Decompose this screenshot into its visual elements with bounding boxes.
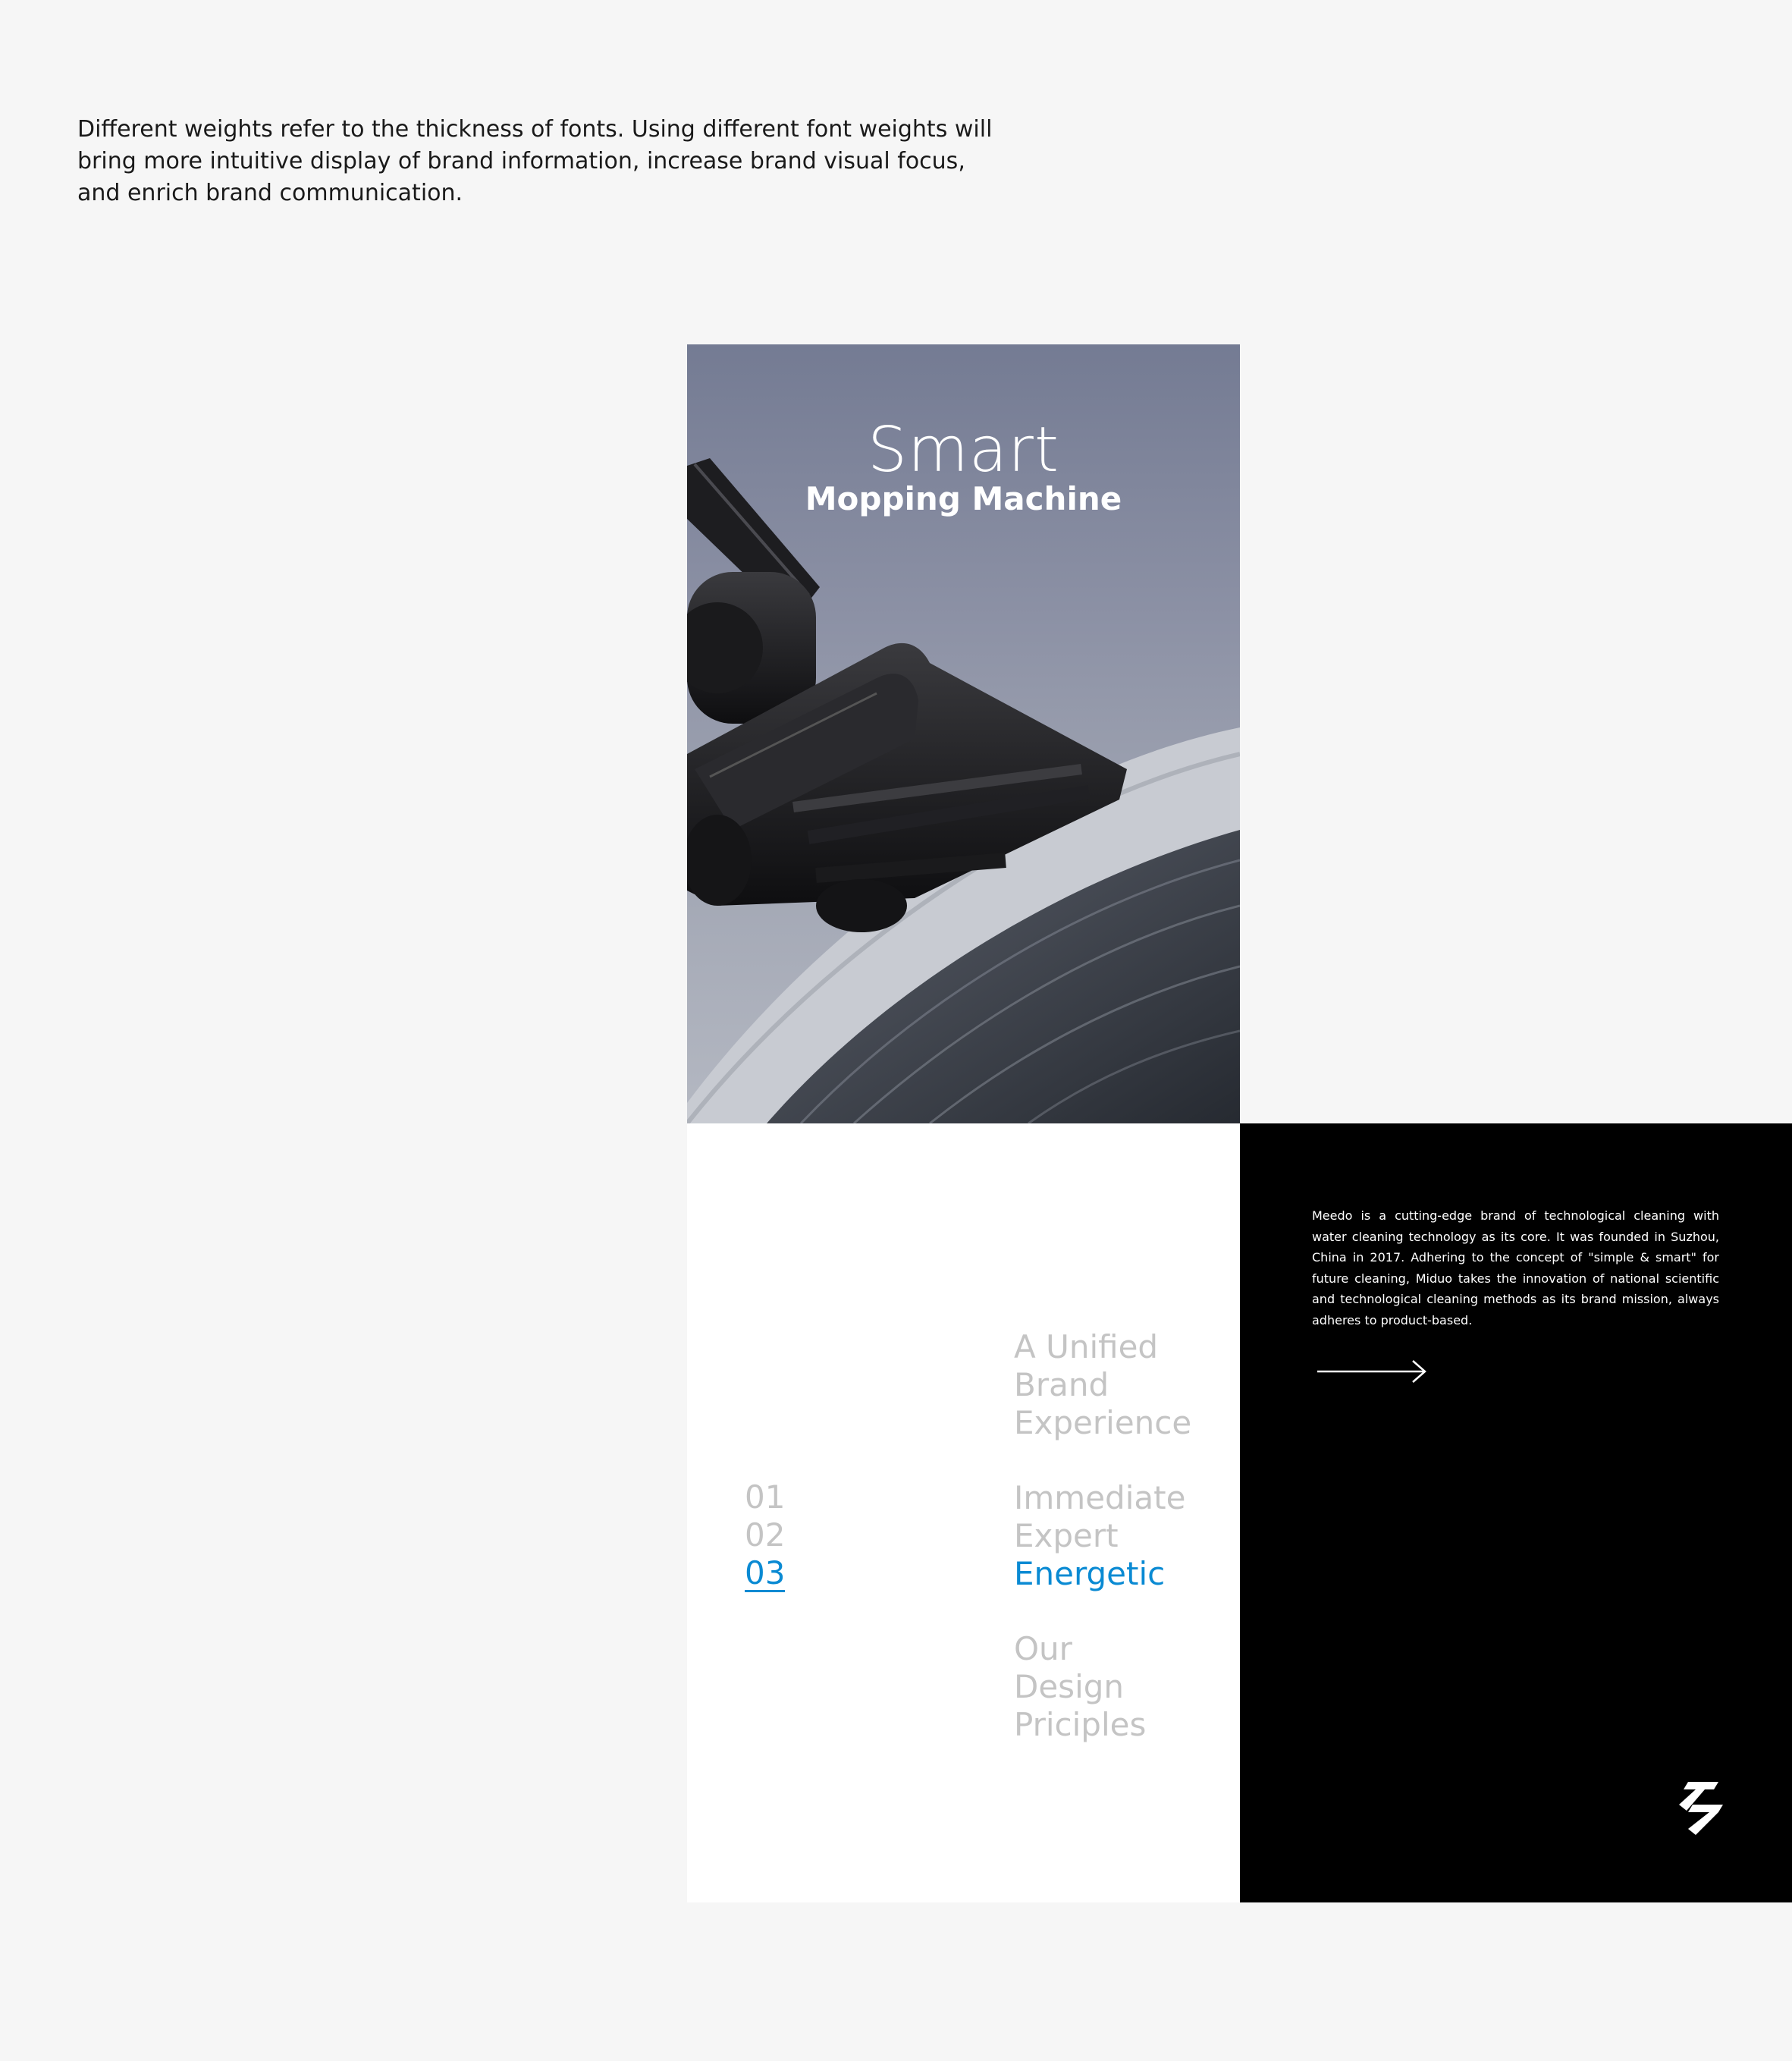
principles-panel	[687, 1123, 1240, 1902]
number-item-01[interactable]: 01	[745, 1478, 786, 1516]
intro-paragraph: Different weights refer to the thickness of fonts. Using different font weights will bring more intuitive display of brand information, increase brand visual focus, and enrich brand communication.	[77, 116, 993, 206]
word-item: Immediate	[1014, 1479, 1186, 1516]
word-list	[1014, 1328, 1191, 1781]
word-group	[1014, 1479, 1191, 1593]
word-item: Our	[1014, 1630, 1072, 1667]
word-item: Brand	[1014, 1366, 1109, 1403]
word-group	[1014, 1630, 1191, 1744]
hero-panel	[687, 344, 1240, 1123]
word-item: Priciples	[1014, 1706, 1147, 1743]
arrow-right-icon[interactable]	[1316, 1358, 1430, 1385]
word-item: Design	[1014, 1668, 1125, 1705]
word-item: A Unified	[1014, 1328, 1159, 1365]
number-item-03[interactable]: 03	[745, 1554, 786, 1591]
brand-logo	[1679, 1782, 1725, 1835]
number-item-02[interactable]: 02	[745, 1516, 786, 1554]
word-item: Experience	[1014, 1404, 1192, 1441]
about-panel	[1240, 1123, 1792, 1902]
about-paragraph: Meedo is a cutting-edge brand of technological cleaning with water cleaning technology as its core. It was founded in Suzhou, China in 2017. Adhering to the concept of "simple & smart" for future cleaning, Miduo takes the innovation of national scientific and technological cleaning methods as its brand mission, always adheres to product-based.	[1312, 1208, 1719, 1327]
hero-title: Smart	[867, 414, 1060, 486]
word-group	[1014, 1328, 1191, 1442]
number-list	[745, 1478, 785, 1592]
word-item-active: Energetic	[1014, 1555, 1166, 1592]
word-item: Expert	[1014, 1517, 1119, 1554]
hero-subtitle: Mopping Machine	[805, 480, 1122, 517]
